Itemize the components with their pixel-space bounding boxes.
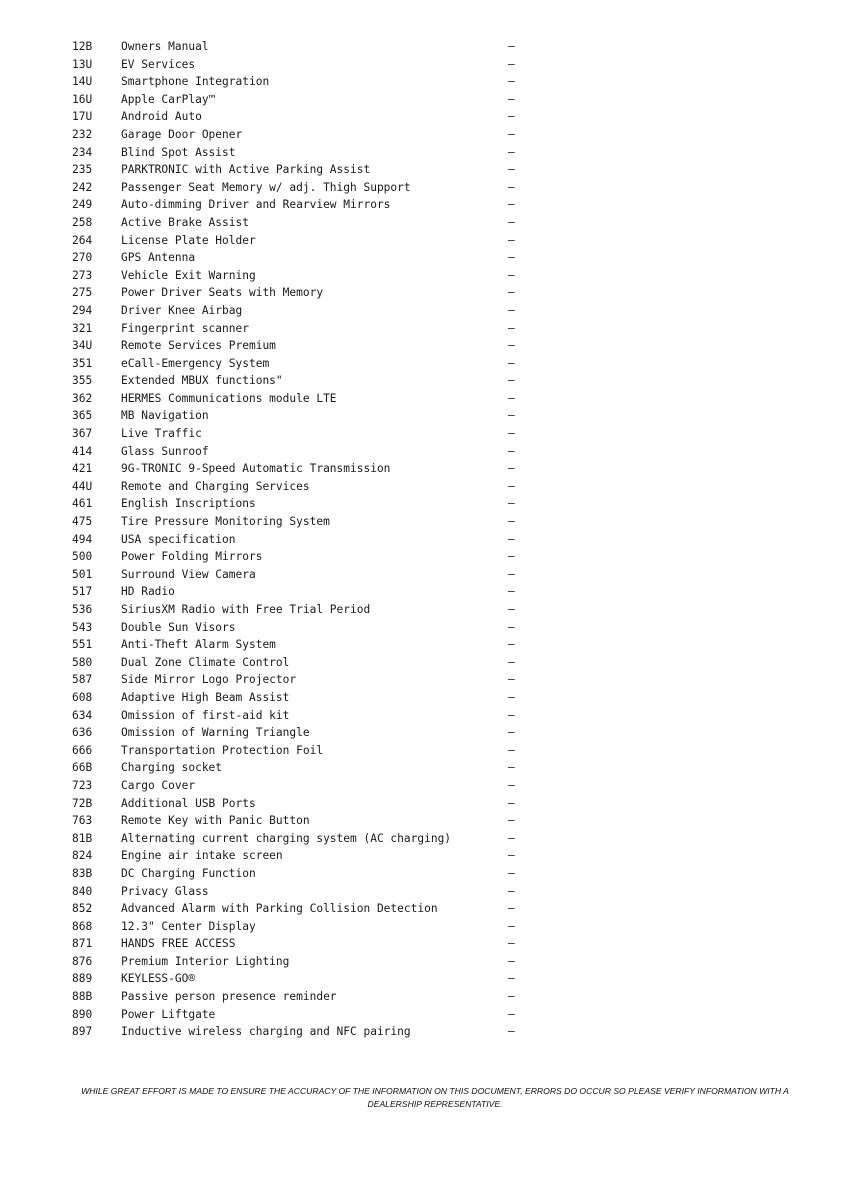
option-row bbox=[72, 847, 532, 865]
option-description: Remote Services Premium bbox=[121, 339, 276, 353]
option-description: Advanced Alarm with Parking Collision Detection bbox=[121, 902, 438, 916]
option-row bbox=[72, 179, 532, 197]
option-description: Garage Door Opener bbox=[121, 127, 243, 141]
option-row bbox=[72, 671, 532, 689]
option-description: HD Radio bbox=[121, 585, 175, 599]
option-description: Owners Manual bbox=[121, 40, 209, 53]
option-row bbox=[72, 988, 532, 1006]
option-code: 587 bbox=[72, 673, 93, 687]
option-price: — bbox=[508, 497, 515, 511]
option-description: KEYLESS-GO® bbox=[121, 972, 196, 986]
option-price: — bbox=[508, 462, 515, 476]
option-code: 235 bbox=[72, 163, 93, 177]
option-code: 88B bbox=[72, 990, 93, 1004]
option-description: Power Driver Seats with Memory bbox=[121, 286, 324, 300]
option-row bbox=[72, 126, 532, 144]
footer-disclaimer: WHILE GREAT EFFORT IS MADE TO ENSURE THE ACCURACY OF THE INFORMATION ON THIS DOCUMENT, ERRORS DO OCCUR SO PLEASE VERIFY INFORMATION WITH A DEALERSHIP REPRESENTATIVE. bbox=[81, 1086, 789, 1109]
option-description: English Inscriptions bbox=[121, 497, 256, 511]
option-description: Surround View Camera bbox=[121, 567, 256, 581]
option-row bbox=[72, 108, 532, 126]
option-row bbox=[72, 443, 532, 461]
option-row bbox=[72, 918, 532, 936]
option-code: 551 bbox=[72, 638, 93, 652]
option-row bbox=[72, 460, 532, 478]
option-row bbox=[72, 654, 532, 672]
option-row bbox=[72, 830, 532, 848]
option-code: 475 bbox=[72, 515, 93, 529]
option-code: 840 bbox=[72, 884, 93, 898]
option-price: — bbox=[508, 145, 515, 159]
option-row bbox=[72, 566, 532, 584]
option-description: EV Services bbox=[121, 57, 196, 71]
option-description: SiriusXM Radio with Free Trial Period bbox=[121, 603, 371, 616]
option-description: Live Traffic bbox=[121, 427, 202, 441]
option-price: — bbox=[508, 585, 515, 599]
option-row bbox=[72, 407, 532, 425]
option-code: 234 bbox=[72, 145, 93, 159]
option-code: 890 bbox=[72, 1007, 93, 1021]
option-list bbox=[72, 38, 532, 1041]
option-price: — bbox=[508, 127, 515, 141]
option-price: — bbox=[508, 57, 515, 71]
option-row bbox=[72, 777, 532, 795]
option-description: Power Liftgate bbox=[121, 1007, 216, 1021]
option-row bbox=[72, 865, 532, 883]
option-code: 666 bbox=[72, 743, 93, 757]
option-code: 634 bbox=[72, 708, 93, 722]
option-description: License Plate Holder bbox=[121, 233, 256, 247]
option-price: — bbox=[508, 638, 515, 652]
option-price: — bbox=[508, 339, 515, 353]
option-description: HANDS FREE ACCESS bbox=[121, 937, 236, 951]
option-price: — bbox=[508, 444, 515, 458]
option-description: Remote Key with Panic Button bbox=[121, 814, 310, 828]
option-description: Privacy Glass bbox=[121, 884, 209, 898]
option-price: — bbox=[508, 303, 515, 317]
option-code: 889 bbox=[72, 972, 93, 986]
option-code: 362 bbox=[72, 391, 93, 405]
option-row bbox=[72, 900, 532, 918]
option-description: Cargo Cover bbox=[121, 778, 196, 792]
option-code: 249 bbox=[72, 198, 93, 212]
option-price: — bbox=[508, 673, 515, 687]
option-row bbox=[72, 144, 532, 162]
option-price: — bbox=[508, 849, 515, 863]
option-code: 13U bbox=[72, 57, 93, 71]
option-price: — bbox=[508, 708, 515, 722]
option-code: 868 bbox=[72, 919, 93, 933]
option-row bbox=[72, 302, 532, 320]
option-price: — bbox=[508, 251, 515, 265]
option-description: Omission of Warning Triangle bbox=[121, 726, 310, 740]
option-code: 81B bbox=[72, 831, 93, 845]
option-price: — bbox=[508, 75, 515, 89]
option-price: — bbox=[508, 884, 515, 898]
option-code: 580 bbox=[72, 655, 93, 669]
option-description: Power Folding Mirrors bbox=[121, 550, 263, 564]
option-row bbox=[72, 583, 532, 601]
option-row bbox=[72, 355, 532, 373]
option-code: 34U bbox=[72, 339, 93, 353]
option-row bbox=[72, 320, 532, 338]
option-description: 9G-TRONIC 9-Speed Automatic Transmission bbox=[121, 462, 391, 476]
option-description: Charging socket bbox=[121, 761, 223, 775]
option-description: MB Navigation bbox=[121, 409, 209, 423]
option-price: — bbox=[508, 321, 515, 335]
option-code: 270 bbox=[72, 251, 93, 265]
option-price: — bbox=[508, 726, 515, 740]
option-row bbox=[72, 548, 532, 566]
option-price: — bbox=[508, 814, 515, 828]
option-description: Driver Knee Airbag bbox=[121, 303, 243, 317]
option-code: 494 bbox=[72, 532, 93, 546]
option-price: — bbox=[508, 532, 515, 546]
option-row bbox=[72, 724, 532, 742]
option-row bbox=[72, 689, 532, 707]
option-row bbox=[72, 161, 532, 179]
option-description: Auto-dimming Driver and Rearview Mirrors bbox=[121, 198, 391, 212]
option-code: 44U bbox=[72, 479, 93, 493]
option-price: — bbox=[508, 990, 515, 1004]
option-code: 500 bbox=[72, 550, 93, 564]
option-row bbox=[72, 91, 532, 109]
option-row bbox=[72, 425, 532, 443]
option-row bbox=[72, 196, 532, 214]
option-row bbox=[72, 267, 532, 285]
option-row bbox=[72, 337, 532, 355]
option-description: Blind Spot Assist bbox=[121, 145, 236, 159]
option-row bbox=[72, 531, 532, 549]
option-description: Alternating current charging system (AC charging) bbox=[121, 831, 452, 845]
option-row bbox=[72, 372, 532, 390]
option-row bbox=[72, 759, 532, 777]
option-description: Additional USB Ports bbox=[121, 796, 256, 810]
option-price: — bbox=[508, 550, 515, 564]
option-code: 414 bbox=[72, 444, 93, 458]
option-code: 367 bbox=[72, 427, 93, 441]
option-code: 461 bbox=[72, 497, 93, 511]
option-price: — bbox=[508, 567, 515, 581]
option-description: Premium Interior Lighting bbox=[121, 954, 290, 968]
option-row bbox=[72, 970, 532, 988]
option-description: 12.3" Center Display bbox=[121, 919, 256, 933]
option-code: 636 bbox=[72, 726, 93, 740]
option-row bbox=[72, 795, 532, 813]
option-description: Passive person presence reminder bbox=[121, 990, 337, 1004]
option-code: 66B bbox=[72, 761, 93, 775]
option-price: — bbox=[508, 778, 515, 792]
option-description: PARKTRONIC with Active Parking Assist bbox=[121, 163, 371, 177]
option-row bbox=[72, 38, 532, 56]
option-row bbox=[72, 707, 532, 725]
option-code: 12B bbox=[72, 40, 93, 53]
option-code: 897 bbox=[72, 1025, 93, 1039]
option-code: 536 bbox=[72, 603, 93, 616]
option-price: — bbox=[508, 902, 515, 916]
option-code: 72B bbox=[72, 796, 93, 810]
option-price: — bbox=[508, 391, 515, 405]
option-description: HERMES Communications module LTE bbox=[121, 391, 337, 405]
option-description: Android Auto bbox=[121, 110, 202, 124]
option-code: 876 bbox=[72, 954, 93, 968]
option-price: — bbox=[508, 831, 515, 845]
option-row bbox=[72, 1006, 532, 1024]
option-price: — bbox=[508, 374, 515, 388]
option-row bbox=[72, 390, 532, 408]
option-code: 14U bbox=[72, 75, 93, 89]
option-row bbox=[72, 636, 532, 654]
option-price: — bbox=[508, 620, 515, 634]
option-code: 871 bbox=[72, 937, 93, 951]
option-row bbox=[72, 495, 532, 513]
option-description: Inductive wireless charging and NFC pairing bbox=[121, 1025, 411, 1039]
option-price: — bbox=[508, 515, 515, 529]
option-code: 517 bbox=[72, 585, 93, 599]
option-row bbox=[72, 513, 532, 531]
option-description: Apple CarPlay™ bbox=[121, 92, 216, 106]
option-row bbox=[72, 619, 532, 637]
option-code: 365 bbox=[72, 409, 93, 423]
option-description: Glass Sunroof bbox=[121, 444, 209, 458]
option-price: — bbox=[508, 1025, 515, 1039]
option-description: Transportation Protection Foil bbox=[121, 743, 324, 757]
option-price: — bbox=[508, 215, 515, 229]
option-row bbox=[72, 953, 532, 971]
option-code: 421 bbox=[72, 462, 93, 476]
option-price: — bbox=[508, 198, 515, 212]
option-code: 294 bbox=[72, 303, 93, 317]
option-code: 17U bbox=[72, 110, 93, 124]
option-code: 355 bbox=[72, 374, 93, 388]
option-price: — bbox=[508, 937, 515, 951]
option-price: — bbox=[508, 743, 515, 757]
option-description: Double Sun Visors bbox=[121, 620, 236, 634]
option-price: — bbox=[508, 479, 515, 493]
option-code: 608 bbox=[72, 690, 93, 704]
option-row bbox=[72, 883, 532, 901]
option-price: — bbox=[508, 796, 515, 810]
option-description: DC Charging Function bbox=[121, 866, 256, 880]
option-price: — bbox=[508, 954, 515, 968]
option-price: — bbox=[508, 110, 515, 124]
option-code: 723 bbox=[72, 778, 93, 792]
option-code: 543 bbox=[72, 620, 93, 634]
option-description: GPS Antenna bbox=[121, 251, 196, 265]
option-description: Active Brake Assist bbox=[121, 215, 249, 229]
option-description: Omission of first-aid kit bbox=[121, 708, 290, 722]
option-code: 264 bbox=[72, 233, 93, 247]
option-code: 242 bbox=[72, 180, 93, 194]
option-description: Vehicle Exit Warning bbox=[121, 268, 256, 282]
option-row bbox=[72, 935, 532, 953]
option-price: — bbox=[508, 268, 515, 282]
option-price: — bbox=[508, 409, 515, 423]
option-row bbox=[72, 812, 532, 830]
option-price: — bbox=[508, 919, 515, 933]
option-row bbox=[72, 742, 532, 760]
option-code: 273 bbox=[72, 268, 93, 282]
option-description: Dual Zone Climate Control bbox=[121, 655, 290, 669]
option-row bbox=[72, 56, 532, 74]
option-code: 852 bbox=[72, 902, 93, 916]
option-price: — bbox=[508, 92, 515, 106]
option-description: Extended MBUX functions" bbox=[121, 374, 283, 388]
option-code: 824 bbox=[72, 849, 93, 863]
option-row bbox=[72, 73, 532, 91]
option-description: Engine air intake screen bbox=[121, 849, 283, 863]
option-price: — bbox=[508, 761, 515, 775]
option-description: eCall-Emergency System bbox=[121, 356, 270, 370]
option-price: — bbox=[508, 180, 515, 194]
option-price: — bbox=[508, 286, 515, 300]
option-code: 16U bbox=[72, 92, 93, 106]
option-price: — bbox=[508, 356, 515, 370]
option-row bbox=[72, 214, 532, 232]
option-code: 501 bbox=[72, 567, 93, 581]
option-code: 258 bbox=[72, 215, 93, 229]
option-description: Anti-Theft Alarm System bbox=[121, 638, 276, 652]
option-code: 275 bbox=[72, 286, 93, 300]
option-row bbox=[72, 249, 532, 267]
option-description: Side Mirror Logo Projector bbox=[121, 673, 297, 687]
option-row bbox=[72, 232, 532, 250]
option-description: Remote and Charging Services bbox=[121, 479, 310, 493]
option-description: Fingerprint scanner bbox=[121, 321, 249, 335]
option-code: 232 bbox=[72, 127, 93, 141]
option-row bbox=[72, 284, 532, 302]
option-description: Tire Pressure Monitoring System bbox=[121, 515, 330, 529]
option-price: — bbox=[508, 427, 515, 441]
option-price: — bbox=[508, 655, 515, 669]
option-price: — bbox=[508, 163, 515, 177]
option-code: 763 bbox=[72, 814, 93, 828]
option-row bbox=[72, 601, 532, 619]
option-price: — bbox=[508, 40, 515, 53]
option-description: USA specification bbox=[121, 532, 236, 546]
option-description: Adaptive High Beam Assist bbox=[121, 690, 290, 704]
option-price: — bbox=[508, 866, 515, 880]
option-code: 321 bbox=[72, 321, 93, 335]
option-description: Passenger Seat Memory w/ adj. Thigh Support bbox=[121, 180, 411, 194]
option-row bbox=[72, 1023, 532, 1041]
option-description: Smartphone Integration bbox=[121, 75, 270, 89]
option-price: — bbox=[508, 603, 515, 616]
option-price: — bbox=[508, 972, 515, 986]
option-price: — bbox=[508, 690, 515, 704]
option-code: 83B bbox=[72, 866, 93, 880]
option-price: — bbox=[508, 1007, 515, 1021]
option-row bbox=[72, 478, 532, 496]
option-code: 351 bbox=[72, 356, 93, 370]
option-price: — bbox=[508, 233, 515, 247]
